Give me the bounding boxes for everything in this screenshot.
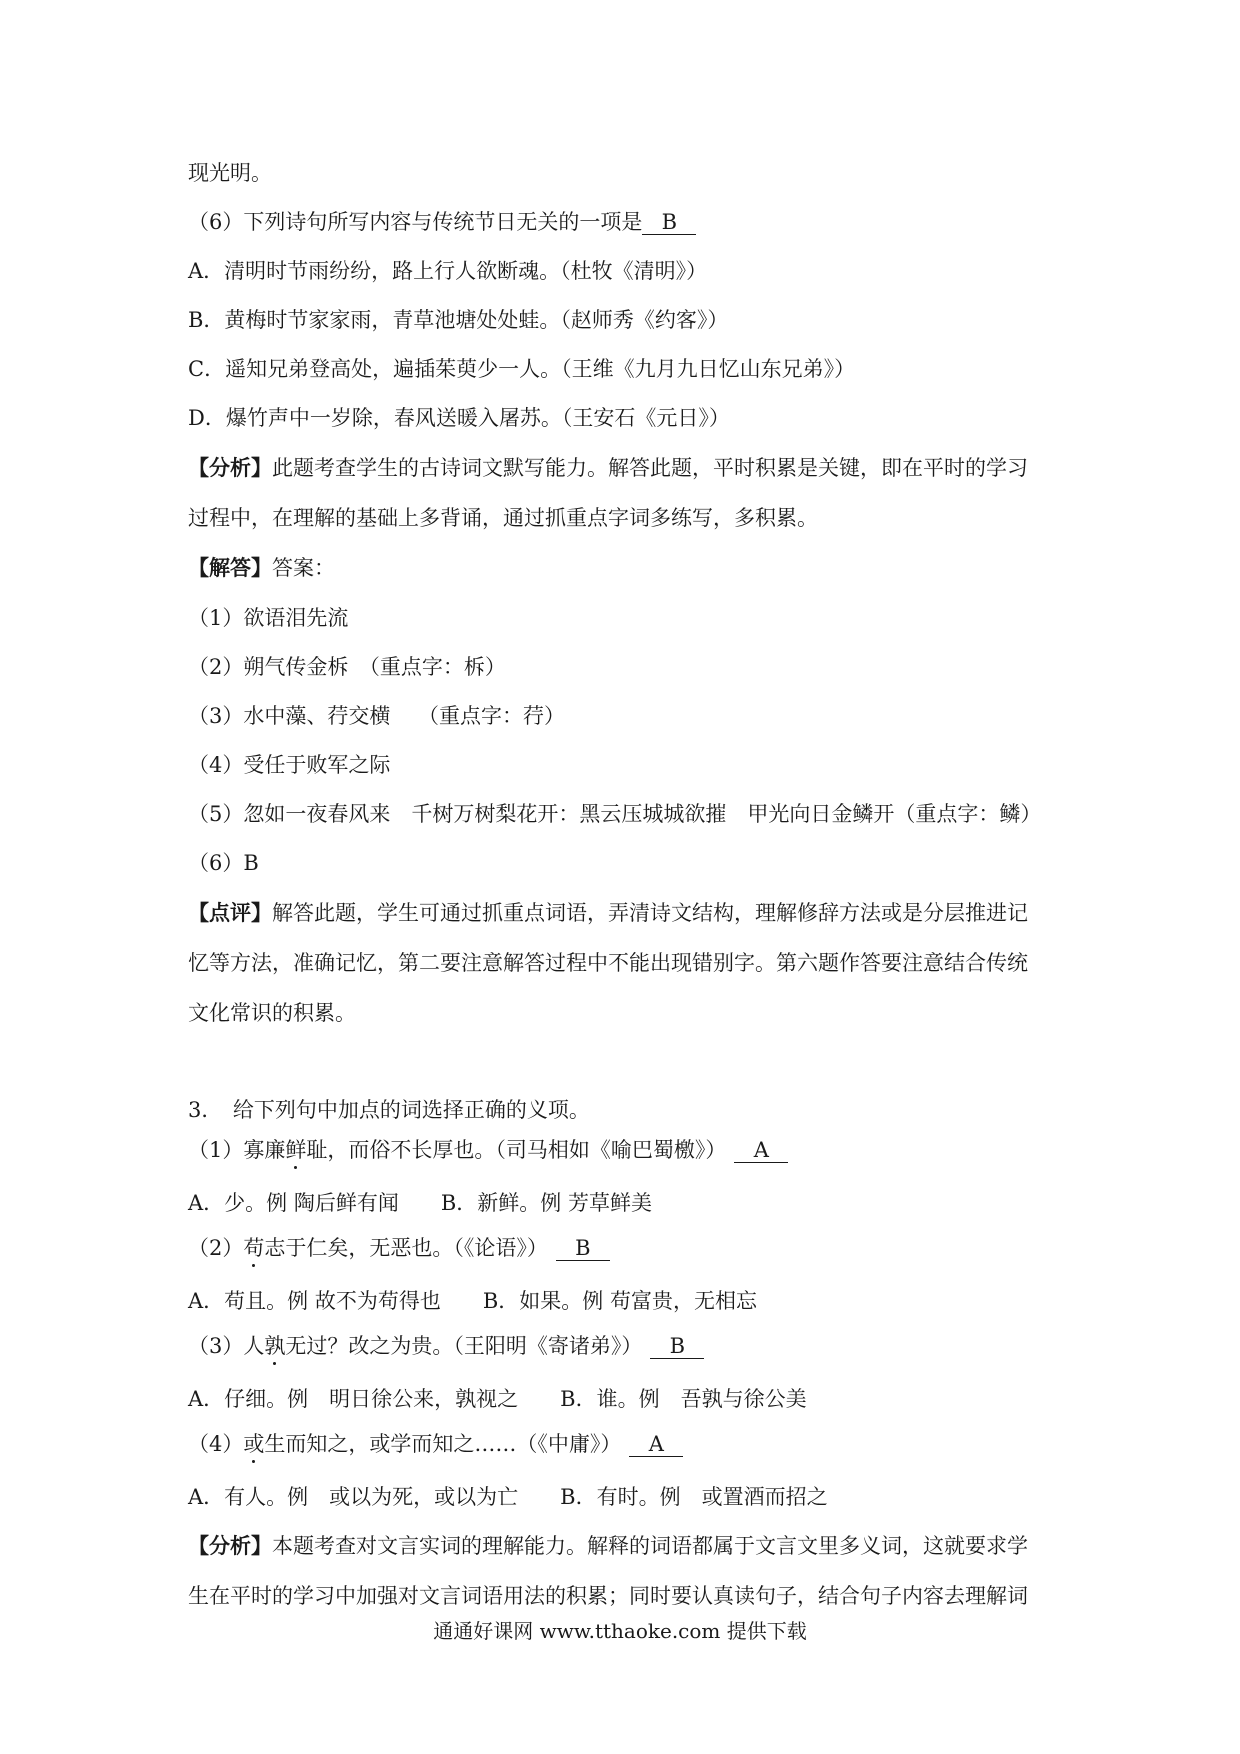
question-3-item-4-options: A．有人。例 或以为死，或以为亡 B．有时。例 或置酒而招之 (188, 1485, 828, 1509)
option-a: A．清明时节雨纷纷，路上行人欲断魂。（杜牧《清明》） (188, 259, 708, 283)
item-text: （3）人 (188, 1334, 265, 1358)
option-b: B．黄梅时节家家雨，青草池塘处处蛙。（赵师秀《约客》） (188, 308, 729, 332)
dotted-word: 鲜 (285, 1138, 307, 1162)
comment-tag: 【点评】 (188, 900, 272, 925)
analysis-2-line-2: 生在平时的学习中加强对文言词语用法的积累；同时要认真读句子，结合句子内容去理解词 (188, 1584, 1028, 1608)
answer-line: （4）受任于败军之际 (188, 753, 391, 777)
option-d: D．爆竹声中一岁除，春风送暖入屠苏。（王安石《元日》） (188, 406, 730, 430)
question-3-item-2-options: A．苟且。例 故不为苟得也 B．如果。例 苟富贵，无相忘 (188, 1289, 757, 1313)
item-text: 生而知之，或学而知之……（《中庸》） (264, 1432, 622, 1456)
dotted-word: 苟 (243, 1236, 265, 1260)
item-text: 志于仁矣，无恶也。（《论语》） (264, 1236, 548, 1260)
answer-line: （1）欲语泪先流 (188, 606, 349, 630)
question-6-stem (188, 207, 1060, 237)
answer-blank: A (629, 1432, 683, 1457)
analysis-line-1 (188, 453, 1060, 483)
question-3-item-3 (188, 1331, 1060, 1361)
answer-line: （3）水中藻、荇交横 （重点字：荇） (188, 704, 566, 728)
analysis-2-line-1 (188, 1531, 1060, 1561)
question-3-item-1-options: A．少。例 陶后鲜有闻 B．新鲜。例 芳草鲜美 (188, 1191, 652, 1215)
answer-blank: B (556, 1236, 610, 1261)
comment-line-3: 文化常识的积累。 (188, 1001, 356, 1025)
answer-blank: B (642, 210, 696, 235)
answer-blank: A (734, 1138, 788, 1163)
item-text: （4） (188, 1432, 244, 1456)
analysis-tag: 【分析】 (188, 1533, 272, 1558)
answer-blank: B (650, 1334, 704, 1359)
item-text: 无过？改之为贵。（王阳明《寄诸弟》） (285, 1334, 643, 1358)
question-3-item-1 (188, 1135, 1060, 1165)
question-3-item-2 (188, 1233, 1060, 1263)
item-text: 耻，而俗不长厚也。（司马相如《喻巴蜀檄》） (306, 1138, 727, 1162)
comment-line-2: 忆等方法，准确记忆，第二要注意解答过程中不能出现错别字。第六题作答要注意结合传统 (188, 951, 1028, 975)
dotted-word: 孰 (264, 1334, 286, 1358)
item-text: （2） (188, 1236, 244, 1260)
answer-line: （6）B (188, 851, 259, 875)
answer-line: （2）朔气传金柝 （重点字：柝） (188, 655, 506, 679)
answer-line: （5）忽如一夜春风来 千树万树梨花开：黑云压城城欲摧 甲光向日金鳞开（重点字：鳞） (188, 802, 1042, 826)
question-3-item-4 (188, 1429, 1060, 1459)
paragraph-line: 现光明。 (188, 161, 272, 185)
solution-text: 答案： (272, 556, 335, 580)
solution-heading (188, 553, 1060, 583)
question-text: （6）下列诗句所写内容与传统节日无关的一项是 (188, 210, 643, 234)
dotted-word: 或 (243, 1432, 265, 1456)
question-3-title: 3． 给下列句中加点的词选择正确的义项。 (188, 1098, 590, 1122)
page-footer: 通通好课网 www.tthaoke.com 提供下载 (433, 1619, 807, 1643)
question-3-item-3-options: A．仔细。例 明日徐公来，孰视之 B．谁。例 吾孰与徐公美 (188, 1387, 807, 1411)
analysis-line-2: 过程中，在理解的基础上多背诵，通过抓重点字词多练写，多积累。 (188, 506, 818, 530)
item-text: （1）寡廉 (188, 1138, 286, 1162)
comment-line-1 (188, 898, 1060, 928)
option-c: C．遥知兄弟登高处，遍插茱萸少一人。（王维《九月九日忆山东兄弟》） (188, 357, 856, 381)
analysis-tag: 【分析】 (188, 455, 272, 480)
analysis-text: 本题考查对文言实词的理解能力。解释的词语都属于文言文里多义词，这就要求学 (272, 1534, 1028, 1558)
analysis-text: 此题考查学生的古诗词文默写能力。解答此题，平时积累是关键，即在平时的学习 (272, 456, 1028, 480)
solution-tag: 【解答】 (188, 555, 272, 580)
comment-text: 解答此题，学生可通过抓重点词语，弄清诗文结构，理解修辞方法或是分层推进记 (272, 901, 1028, 925)
